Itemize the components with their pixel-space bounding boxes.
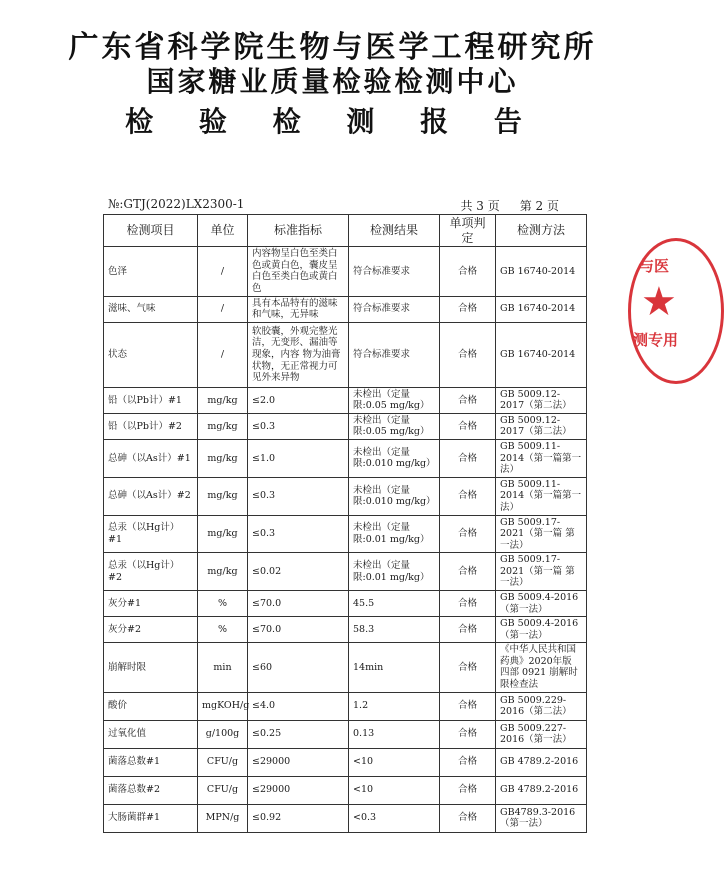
- cell-standard: ≤1.0: [248, 440, 349, 478]
- cell-item: 总砷（以As计）#1: [104, 440, 198, 478]
- cell-result: 45.5: [349, 590, 440, 616]
- header-unit: 单位: [198, 215, 248, 247]
- cell-judge: 合格: [440, 440, 496, 478]
- cell-result: 未检出（定量限:0.01 mg/kg）: [349, 515, 440, 553]
- cell-judge: 合格: [440, 776, 496, 804]
- cell-unit: %: [198, 590, 248, 616]
- table-row: [104, 413, 587, 439]
- cell-standard: 内容物呈白色至类白色或黄白色，囊皮呈白色至类白色或黄白色: [248, 247, 349, 296]
- cell-standard: ≤0.3: [248, 477, 349, 515]
- cell-judge: 合格: [440, 748, 496, 776]
- cell-method: GB 16740-2014: [496, 322, 587, 387]
- cell-standard: ≤0.25: [248, 720, 349, 748]
- table-row: [104, 247, 587, 296]
- cell-item: 崩解时限: [104, 643, 198, 692]
- cell-method: GB 5009.227-2016（第一法）: [496, 720, 587, 748]
- table-row: [104, 477, 587, 515]
- cell-item: 菌落总数#1: [104, 748, 198, 776]
- header-item: 检测项目: [104, 215, 198, 247]
- test-results-table: [103, 214, 587, 833]
- cell-item: 灰分#2: [104, 617, 198, 643]
- header-method: 检测方法: [496, 215, 587, 247]
- cell-judge: 合格: [440, 804, 496, 832]
- table-row: [104, 692, 587, 720]
- report-title: 检 验 检 测 报 告: [125, 105, 540, 138]
- cell-item: 总砷（以As计）#2: [104, 477, 198, 515]
- cell-standard: ≤0.3: [248, 515, 349, 553]
- cell-method: GB 5009.11-2014（第一篇第一法）: [496, 440, 587, 478]
- total-pages: 共 3 页: [460, 199, 500, 213]
- cell-result: 符合标准要求: [349, 296, 440, 322]
- cell-unit: %: [198, 617, 248, 643]
- cell-method: GB 4789.2-2016: [496, 776, 587, 804]
- cell-result: 未检出（定量限:0.010 mg/kg）: [349, 440, 440, 478]
- cell-unit: /: [198, 296, 248, 322]
- cell-item: 色泽: [104, 247, 198, 296]
- seal-text-top: 与医: [639, 257, 670, 275]
- cell-judge: 合格: [440, 322, 496, 387]
- cell-judge: 合格: [440, 590, 496, 616]
- cell-method: GB 5009.17-2021（第一篇 第一法）: [496, 515, 587, 553]
- cell-result: <10: [349, 776, 440, 804]
- cell-unit: mg/kg: [198, 440, 248, 478]
- cell-result: <10: [349, 748, 440, 776]
- cell-unit: CFU/g: [198, 748, 248, 776]
- cell-method: GB 5009.11-2014（第一篇第一法）: [496, 477, 587, 515]
- table-row: [104, 804, 587, 832]
- cell-standard: ≤4.0: [248, 692, 349, 720]
- cell-method: GB 16740-2014: [496, 247, 587, 296]
- cell-unit: mg/kg: [198, 553, 248, 591]
- cell-standard: ≤29000: [248, 748, 349, 776]
- cell-result: 14min: [349, 643, 440, 692]
- cell-unit: g/100g: [198, 720, 248, 748]
- current-page: 第 2 页: [519, 199, 559, 213]
- cell-result: <0.3: [349, 804, 440, 832]
- cell-item: 状态: [104, 322, 198, 387]
- cell-judge: 合格: [440, 247, 496, 296]
- cell-result: 符合标准要求: [349, 247, 440, 296]
- cell-judge: 合格: [440, 477, 496, 515]
- cell-standard: ≤70.0: [248, 617, 349, 643]
- cell-unit: mgKOH/g: [198, 692, 248, 720]
- cell-judge: 合格: [440, 617, 496, 643]
- cell-item: 酸价: [104, 692, 198, 720]
- cell-result: 0.13: [349, 720, 440, 748]
- table-row: [104, 720, 587, 748]
- cell-unit: MPN/g: [198, 804, 248, 832]
- cell-unit: CFU/g: [198, 776, 248, 804]
- cell-result: 未检出（定量限:0.05 mg/kg）: [349, 387, 440, 413]
- cell-method: GB 5009.4-2016（第一法）: [496, 617, 587, 643]
- cell-standard: ≤0.02: [248, 553, 349, 591]
- cell-unit: /: [198, 322, 248, 387]
- cell-standard: ≤70.0: [248, 590, 349, 616]
- cell-item: 总汞（以Hg计）#1: [104, 515, 198, 553]
- report-number: №:GTJ(2022)LX2300-1: [108, 197, 245, 211]
- cell-result: 未检出（定量限:0.05 mg/kg）: [349, 413, 440, 439]
- cell-standard: 具有本品特有的滋味和气味，无异味: [248, 296, 349, 322]
- cell-result: 符合标准要求: [349, 322, 440, 387]
- cell-method: GB 4789.2-2016: [496, 748, 587, 776]
- institute-title: 广东省科学院生物与医学工程研究所: [68, 30, 597, 65]
- table-row: [104, 553, 587, 591]
- cell-method: GB 5009.12-2017（第二法）: [496, 387, 587, 413]
- cell-item: 过氧化值: [104, 720, 198, 748]
- cell-result: 58.3: [349, 617, 440, 643]
- seal-text-bottom: 测专用: [633, 331, 679, 349]
- cell-method: GB 5009.229-2016（第二法）: [496, 692, 587, 720]
- cell-item: 总汞（以Hg计）#2: [104, 553, 198, 591]
- table-row: [104, 515, 587, 553]
- star-icon: ★: [641, 279, 677, 325]
- cell-judge: 合格: [440, 296, 496, 322]
- cell-unit: mg/kg: [198, 413, 248, 439]
- cell-item: 菌落总数#2: [104, 776, 198, 804]
- cell-item: 大肠菌群#1: [104, 804, 198, 832]
- cell-item: 滋味、气味: [104, 296, 198, 322]
- cell-unit: /: [198, 247, 248, 296]
- table-row: [104, 296, 587, 322]
- cell-judge: 合格: [440, 413, 496, 439]
- cell-method: 《中华人民共和国药典》2020年版 四部 0921 崩解时限检查法: [496, 643, 587, 692]
- cell-standard: ≤0.92: [248, 804, 349, 832]
- cell-judge: 合格: [440, 692, 496, 720]
- official-seal: [628, 238, 724, 384]
- table-row: [104, 387, 587, 413]
- table-row: [104, 440, 587, 478]
- cell-unit: mg/kg: [198, 515, 248, 553]
- cell-judge: 合格: [440, 720, 496, 748]
- table-row: [104, 776, 587, 804]
- cell-judge: 合格: [440, 515, 496, 553]
- cell-item: 灰分#1: [104, 590, 198, 616]
- cell-method: GB4789.3-2016（第一法）: [496, 804, 587, 832]
- table-header-row: [104, 215, 587, 247]
- cell-method: GB 16740-2014: [496, 296, 587, 322]
- cell-judge: 合格: [440, 643, 496, 692]
- table-row: [104, 617, 587, 643]
- table-row: [104, 643, 587, 692]
- cell-standard: ≤29000: [248, 776, 349, 804]
- table-row: [104, 590, 587, 616]
- cell-method: GB 5009.17-2021（第一篇 第一法）: [496, 553, 587, 591]
- cell-judge: 合格: [440, 553, 496, 591]
- cell-result: 未检出（定量限:0.01 mg/kg）: [349, 553, 440, 591]
- header-result: 检测结果: [349, 215, 440, 247]
- cell-unit: min: [198, 643, 248, 692]
- cell-item: 铅（以Pb计）#1: [104, 387, 198, 413]
- cell-judge: 合格: [440, 387, 496, 413]
- table-row: [104, 748, 587, 776]
- table-row: [104, 322, 587, 387]
- cell-standard: 软胶囊，外观完整光洁，无变形、漏油等现象，内容 物为油膏状物，无正常视力可见外来异物: [248, 322, 349, 387]
- cell-item: 铅（以Pb计）#2: [104, 413, 198, 439]
- cell-standard: ≤60: [248, 643, 349, 692]
- cell-method: GB 5009.12-2017（第二法）: [496, 413, 587, 439]
- cell-result: 未检出（定量限:0.010 mg/kg）: [349, 477, 440, 515]
- page-indicator: [460, 197, 559, 214]
- cell-result: 1.2: [349, 692, 440, 720]
- center-title: 国家糖业质量检验检测中心: [146, 65, 519, 98]
- cell-unit: mg/kg: [198, 477, 248, 515]
- cell-unit: mg/kg: [198, 387, 248, 413]
- header-judgment: 单项判定: [440, 215, 496, 247]
- header-standard: 标准指标: [248, 215, 349, 247]
- cell-method: GB 5009.4-2016（第一法）: [496, 590, 587, 616]
- cell-standard: ≤0.3: [248, 413, 349, 439]
- cell-standard: ≤2.0: [248, 387, 349, 413]
